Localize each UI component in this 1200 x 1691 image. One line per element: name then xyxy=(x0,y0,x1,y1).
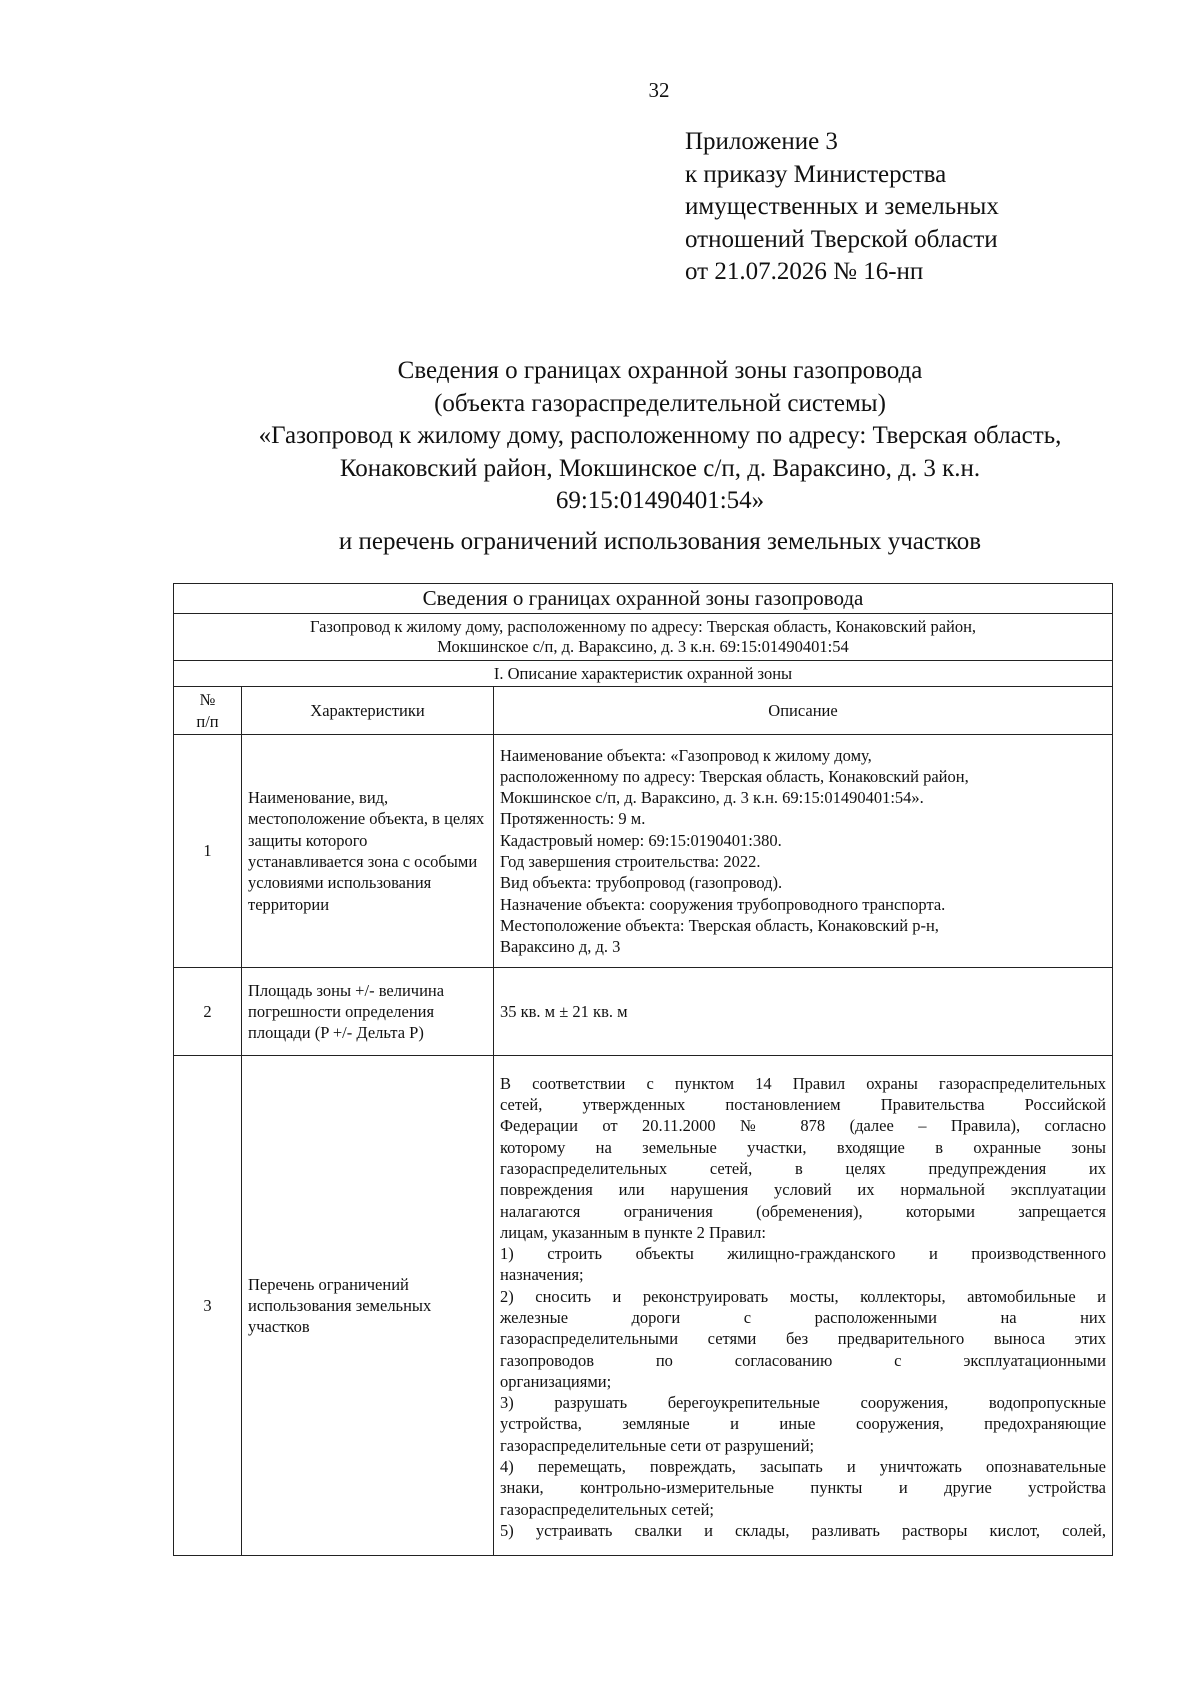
description-line: 3) разрушать берегоукрепительные сооружения, водопропускные xyxy=(500,1393,1107,1413)
row-characteristic: Наименование, вид, местоположение объекта, в целях защиты которого устанавливается зона с особыми условиями использования территории xyxy=(242,735,494,968)
description-line: повреждения или нарушения условий их нормальной эксплуатации xyxy=(500,1180,1107,1200)
description-line: Год завершения строительства: 2022. xyxy=(500,852,761,871)
section-title: I. Описание характеристик охранной зоны xyxy=(174,661,1113,687)
row-number: 2 xyxy=(174,968,242,1056)
description-line: газораспределительными сетями без предварительного выноса этих xyxy=(500,1329,1107,1349)
description-line: 5) устраивать свалки и склады, разливать растворы кислот, солей, xyxy=(500,1520,1107,1540)
appendix-line: к приказу Министерства xyxy=(685,160,947,188)
title-line: «Газопровод к жилому дому, расположенному по адресу: Тверская область, xyxy=(258,422,1062,449)
title-line: Сведения о границах охранной зоны газопровода xyxy=(397,357,923,384)
title-line: (объекта газораспределительной системы) xyxy=(434,389,886,417)
description-line: железные дороги с расположенными на них xyxy=(500,1308,1107,1327)
object-line: Газопровод к жилому дому, расположенному по адресу: Тверская область, Конаковский район, xyxy=(309,616,977,636)
description-line: В соответствии с пунктом 14 Правил охраны газораспределительных xyxy=(500,1073,1107,1093)
description-line: знаки, контрольно-измерительные пункты и другие устройства xyxy=(500,1478,1107,1498)
description-line: Местоположение объекта: Тверская область, Конаковский р-н, xyxy=(500,915,939,935)
table-object-name xyxy=(174,614,1113,661)
column-header-num-line: № xyxy=(199,690,216,710)
description-line: Вараксино д, д. 3 xyxy=(500,937,621,957)
row-characteristic: Перечень ограничений использования земельных участков xyxy=(242,1056,494,1556)
description-line: газораспределительные сети от разрушений; xyxy=(500,1435,815,1455)
description-line: Мокшинское с/п, д. Вараксино, д. 3 к.н. 69:15:01490401:54». xyxy=(500,788,924,808)
appendix-line: Приложение 3 xyxy=(685,128,838,155)
appendix-line: от 21.07.2026 № 16-нп xyxy=(685,258,924,285)
description-line: назначения; xyxy=(500,1265,584,1285)
row-description: 35 кв. м ± 21 кв. м xyxy=(494,968,1113,1056)
appendix-line: имущественных и земельных xyxy=(685,193,999,220)
row-number: 3 xyxy=(174,1056,242,1556)
description-line: газопроводов по согласованию с эксплуатационными xyxy=(500,1350,1107,1370)
page-number: 32 xyxy=(648,78,670,102)
description-line: сетей, утвержденных постановлением Правительства Российской xyxy=(500,1095,1107,1115)
description-line: Федерации от 20.11.2000 № 878 (далее – Правила), согласно xyxy=(500,1116,1107,1136)
description-line: расположенному по адресу: Тверская область, Конаковский район, xyxy=(500,766,969,786)
table-row xyxy=(174,735,1113,968)
appendix-line: отношений Тверской области xyxy=(685,225,998,253)
column-header-num xyxy=(174,687,242,735)
description-line: 2) сносить и реконструировать мосты, коллекторы, автомобильные и xyxy=(500,1286,1107,1306)
title-line: Конаковский район, Мокшинское с/п, д. Вараксино, д. 3 к.н. xyxy=(339,454,981,482)
row-characteristic: Площадь зоны +/- величина погрешности определения площади (P +/- Дельта P) xyxy=(242,968,494,1056)
description-line: 1) строить объекты жилищно-гражданского и производственного xyxy=(500,1244,1107,1264)
table-row xyxy=(174,1056,1113,1556)
description-line: лицам, указанным в пункте 2 Правил: xyxy=(500,1222,766,1242)
description-line: Назначение объекта: сооружения трубопроводного транспорта. xyxy=(500,894,946,914)
zone-info-table xyxy=(173,583,1113,1556)
table-row xyxy=(174,968,1113,1056)
row-description xyxy=(494,735,1113,968)
description-line: газораспределительных сетей, в целях предупреждения их xyxy=(500,1158,1107,1178)
column-header-description: Описание xyxy=(494,687,1113,735)
column-header-num-line: п/п xyxy=(196,711,219,731)
appendix-reference xyxy=(685,126,999,289)
row-description xyxy=(494,1056,1113,1556)
object-line: Мокшинское с/п, д. Вараксино, д. 3 к.н. 69:15:01490401:54 xyxy=(437,637,849,656)
description-line: газораспределительных сетей; xyxy=(500,1499,715,1519)
title-line: и перечень ограничений использования земельных участков xyxy=(338,527,982,555)
description-line: Протяженность: 9 м. xyxy=(500,809,646,829)
row-number: 1 xyxy=(174,735,242,968)
description-line: которому на земельные участки, входящие в охранные зоны xyxy=(500,1137,1107,1157)
document-title xyxy=(160,355,1160,558)
column-header-characteristic: Характеристики xyxy=(242,687,494,735)
description-line: Наименование объекта: «Газопровод к жилому дому, xyxy=(500,745,872,765)
title-line: 69:15:01490401:54» xyxy=(555,487,765,514)
table-header: Сведения о границах охранной зоны газопровода xyxy=(174,584,1113,614)
description-line: 4) перемещать, повреждать, засыпать и уничтожать опознавательные xyxy=(500,1457,1107,1477)
description-line: устройства, земляные и иные сооружения, предохраняющие xyxy=(500,1414,1107,1434)
description-line: Кадастровый номер: 69:15:0190401:380. xyxy=(500,830,782,850)
description-line: организациями; xyxy=(500,1371,612,1391)
description-line: Вид объекта: трубопровод (газопровод). xyxy=(500,873,783,893)
description-line: налагаются ограничения (обременения), которыми запрещается xyxy=(500,1201,1107,1221)
